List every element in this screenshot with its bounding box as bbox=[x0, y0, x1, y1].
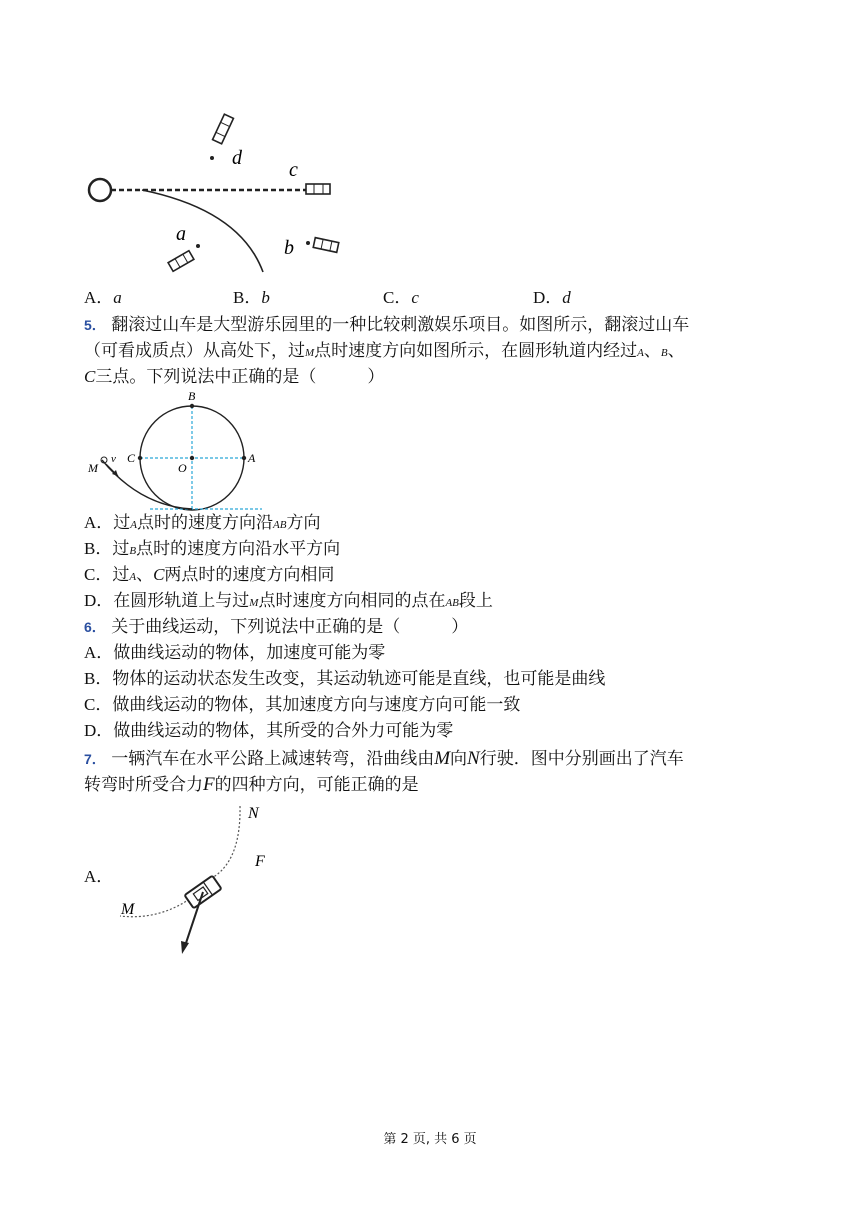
q6-option-d-text: 做曲线运动的物体，其所受的合外力可能为零 bbox=[113, 721, 454, 741]
q5-option-b-text1: 过 bbox=[112, 539, 130, 559]
q4-label-a: a bbox=[176, 223, 186, 245]
q6-option-b[interactable] bbox=[84, 666, 605, 692]
q7-stem-text1a: 一辆汽车在水平公路上减速转弯，沿曲线由 bbox=[111, 749, 435, 769]
q7-stem-line1 bbox=[84, 746, 684, 772]
q4-option-d-value: d bbox=[562, 288, 571, 307]
q5-option-c-text1: 过 bbox=[112, 565, 130, 585]
q5-stem-text3: 三点。下列说法中正确的是（ ） bbox=[95, 367, 385, 387]
q5-stem-line3 bbox=[84, 364, 384, 390]
q4-car-a bbox=[168, 251, 194, 272]
q5-stem-sep2: 、 bbox=[667, 341, 685, 361]
q6-option-b-text: 物体的运动状态发生改变，其运动轨迹可能是直线，也可能是曲线 bbox=[112, 669, 606, 689]
q7-stem-text2b: 的四种方向，可能正确的是 bbox=[214, 775, 419, 795]
q4-figure bbox=[80, 100, 360, 280]
q5-option-a-text2: 点时的速度方向沿 bbox=[137, 513, 274, 533]
q5-option-a[interactable] bbox=[84, 510, 320, 538]
q4-option-c-value: c bbox=[411, 288, 419, 307]
q5-option-d-text2: 点时速度方向相同的点在 bbox=[258, 591, 446, 611]
q5-option-b[interactable] bbox=[84, 536, 340, 564]
q7-stem-M: M bbox=[434, 748, 451, 769]
q6-option-b-letter: B． bbox=[84, 669, 113, 688]
q7-stem-text2a: 转弯时所受合力 bbox=[84, 775, 203, 795]
q5-stem-text1: 翻滚过山车是大型游乐园里的一种比较刺激娱乐项目。如图所示，翻滚过山车 bbox=[111, 315, 690, 335]
q4-car-d bbox=[213, 114, 234, 144]
q5-label-A: A bbox=[248, 451, 256, 465]
q5-label-M: M bbox=[88, 461, 98, 475]
q5-number: 5． bbox=[84, 317, 106, 333]
q4-option-d[interactable] bbox=[533, 285, 571, 311]
q5-option-c-A: A bbox=[129, 571, 137, 583]
q7-force-arrowhead bbox=[181, 941, 189, 954]
q6-stem-text: 关于曲线运动，下列说法中正确的是（ ） bbox=[111, 617, 469, 637]
q5-stem-line2 bbox=[84, 338, 685, 366]
q4-point-a bbox=[196, 244, 200, 248]
q4-center-circle bbox=[89, 179, 111, 201]
q5-option-b-letter: B． bbox=[84, 539, 113, 558]
q4-car-c bbox=[306, 184, 330, 194]
q4-option-a-value: a bbox=[113, 288, 122, 307]
q5-stem-C: C bbox=[84, 367, 96, 386]
q5-stem-A: A bbox=[637, 347, 644, 359]
q7-stem-N: N bbox=[467, 748, 480, 769]
q5-figure bbox=[80, 388, 270, 512]
q5-option-d-text3: 段上 bbox=[458, 591, 493, 611]
q5-option-b-text2: 点时的速度方向沿水平方向 bbox=[136, 539, 341, 559]
q4-curve bbox=[142, 190, 263, 272]
q6-option-d[interactable] bbox=[84, 718, 453, 744]
q4-label-b: b bbox=[284, 237, 294, 259]
q5-point-A bbox=[242, 456, 246, 460]
q4-car-b bbox=[313, 238, 339, 253]
q5-option-a-text1: 过 bbox=[113, 513, 131, 533]
q6-option-c-letter: C． bbox=[84, 695, 113, 714]
q4-label-c: c bbox=[289, 159, 298, 181]
q5-stem-text2b: 点时速度方向如图所示，在圆形轨道内经过 bbox=[314, 341, 638, 361]
q4-point-b bbox=[306, 241, 310, 245]
q6-number: 6． bbox=[84, 619, 106, 635]
q4-option-b-letter: B． bbox=[233, 288, 262, 307]
q4-option-c-letter: C． bbox=[383, 288, 412, 307]
q7-stem-line2 bbox=[84, 772, 419, 798]
q6-stem bbox=[84, 614, 468, 640]
q4-option-d-letter: D． bbox=[533, 288, 563, 307]
q6-option-c-text: 做曲线运动的物体，其加速度方向与速度方向可能一致 bbox=[112, 695, 521, 715]
q5-option-d-text1: 在圆形轨道上与过 bbox=[113, 591, 250, 611]
q5-label-C: C bbox=[127, 451, 136, 465]
q5-option-a-text3: 方向 bbox=[286, 513, 321, 533]
q5-stem-B: B bbox=[660, 347, 668, 359]
q7-label-N: N bbox=[248, 805, 259, 822]
q5-label-v: v bbox=[111, 453, 116, 465]
q7-stem-F: F bbox=[203, 774, 215, 795]
q5-stem-line1 bbox=[84, 312, 689, 338]
q5-point-C bbox=[138, 456, 142, 460]
q5-stem-text2a: （可看成质点）从高处下，过 bbox=[84, 341, 305, 361]
q5-option-c-letter: C． bbox=[84, 565, 113, 584]
q6-option-a[interactable] bbox=[84, 640, 385, 666]
q6-option-d-letter: D． bbox=[84, 721, 114, 740]
q5-stem-M: M bbox=[305, 347, 315, 359]
q4-option-b-value: b bbox=[261, 288, 270, 307]
q5-option-c[interactable] bbox=[84, 562, 334, 590]
q4-option-a-letter: A． bbox=[84, 288, 114, 307]
q4-point-d bbox=[210, 156, 214, 160]
q5-option-c-text3: 两点时的速度方向相同 bbox=[164, 565, 335, 585]
page-footer: 第 2 页, 共 6 页 bbox=[383, 1132, 477, 1147]
q7-figure bbox=[115, 798, 285, 958]
q5-option-a-A: A bbox=[130, 519, 138, 531]
q7-number: 7． bbox=[84, 751, 106, 767]
q5-point-O bbox=[190, 456, 194, 460]
q5-label-O: O bbox=[178, 461, 187, 475]
q4-label-d: d bbox=[232, 147, 242, 169]
q5-option-c-sep: 、 bbox=[136, 565, 154, 585]
q5-point-B bbox=[190, 404, 194, 408]
q4-option-c[interactable] bbox=[383, 285, 419, 311]
q4-option-b[interactable] bbox=[233, 285, 270, 311]
q7-label-M: M bbox=[121, 901, 135, 918]
q5-option-d-AB: AB bbox=[445, 597, 459, 609]
q7-option-a-letter[interactable]: A． bbox=[84, 867, 114, 886]
q7-label-F: F bbox=[255, 853, 265, 870]
q5-option-a-letter: A． bbox=[84, 513, 114, 532]
q7-stem-text1c: 行驶．图中分别画出了汽车 bbox=[479, 749, 684, 769]
q5-option-b-B: B bbox=[129, 545, 137, 557]
q5-option-d-letter: D． bbox=[84, 591, 114, 610]
q5-stem-sep1: 、 bbox=[643, 341, 661, 361]
q4-option-a[interactable] bbox=[84, 285, 122, 311]
q6-option-a-text: 做曲线运动的物体，加速度可能为零 bbox=[113, 643, 386, 663]
q7-curve-path bbox=[120, 806, 240, 917]
q5-option-a-AB: AB bbox=[273, 519, 287, 531]
q6-option-c[interactable] bbox=[84, 692, 520, 718]
q5-label-B: B bbox=[188, 389, 196, 403]
q5-option-c-C: C bbox=[153, 565, 165, 584]
q5-option-d-M: M bbox=[249, 597, 259, 609]
q7-stem-text1b: 向 bbox=[450, 749, 468, 769]
q5-option-d[interactable] bbox=[84, 588, 493, 616]
q6-option-a-letter: A． bbox=[84, 643, 114, 662]
